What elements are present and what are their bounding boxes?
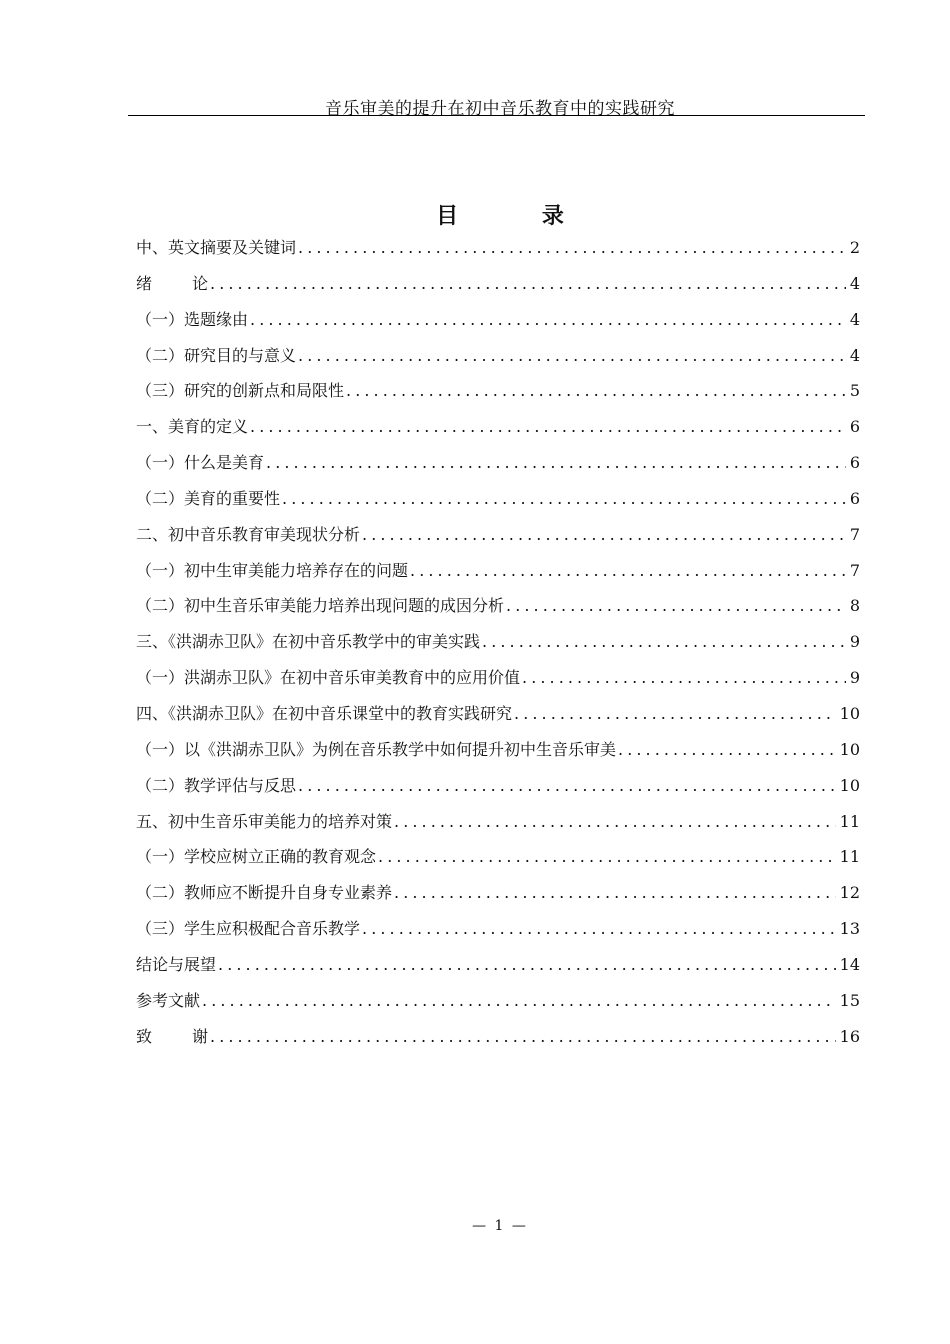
toc-leader-dots [360,517,846,553]
toc-entry-conclusion[interactable] [136,947,860,983]
toc-leader-dots [360,911,836,947]
toc-entry-page: 4 [849,273,860,293]
toc-entry-5-3[interactable] [136,911,860,947]
toc-entry-page: 13 [839,919,860,939]
toc-entry-label: 一、美育的定义 [136,417,249,437]
toc-leader-dots [264,445,846,481]
toc-entry-label-part: 论 [192,273,209,293]
toc-leader-dots [208,266,846,302]
toc-entry-page: 10 [839,739,860,759]
footer-page-number: — 1 — [472,1218,528,1234]
toc-entry-label: 五、初中生音乐审美能力的培养对策 [136,811,393,831]
toc-leader-dots [376,839,836,875]
toc-leader-dots [344,373,846,409]
toc-leader-dots [248,409,846,445]
toc-entry-page: 9 [849,668,860,688]
toc-leader-dots [248,302,846,338]
toc-entry-page: 10 [839,703,860,723]
toc-entry-label: （一）什么是美育 [136,453,265,473]
toc-entry-label: （一）学校应树立正确的教育观念 [136,847,377,867]
toc-entry-page: 8 [849,596,860,616]
toc-entry-page: 6 [849,488,860,508]
toc-leader-dots [296,768,836,804]
toc-entry-label-part: 谢 [192,1026,209,1046]
toc-leader-dots [392,804,836,840]
toc-entry-label-part: 绪 [136,273,193,293]
toc-heading: 目 录 [436,204,602,229]
toc-leader-dots [216,947,836,983]
toc-entry-chapter-2[interactable] [136,517,860,553]
toc-entry-label: （三）研究的创新点和局限性 [136,381,345,401]
toc-leader-dots [520,660,846,696]
toc-entry-label: 中、英文摘要及关键词 [136,238,297,257]
toc-entry-page: 16 [839,1026,860,1046]
toc-entry-label: （二）研究目的与意义 [136,345,297,365]
toc-entry-page: 15 [839,990,860,1010]
toc-entry-page: 9 [849,632,860,652]
toc-entry-page: 6 [849,453,860,473]
toc-leader-dots [296,230,846,266]
toc-entry-page: 4 [849,345,860,365]
toc-leader-dots [200,983,836,1019]
toc-entry-chapter-3[interactable] [136,624,860,660]
toc-entry-2-1[interactable] [136,553,860,589]
toc-leader-dots [512,696,836,732]
header-rule [128,115,865,116]
toc-entry-label: （一）以《洪湖赤卫队》为例在音乐教学中如何提升初中生音乐审美 [136,739,617,759]
toc-entry-page: 7 [849,524,860,544]
toc-leader-dots [408,553,846,589]
toc-entry-page: 14 [839,954,860,974]
toc-entry-page: 11 [839,811,860,831]
toc-entry-label: （一）初中生审美能力培养存在的问题 [136,560,409,580]
toc-entry-label: （二）教师应不断提升自身专业素养 [136,883,393,903]
toc-entry-chapter-1[interactable] [136,409,860,445]
toc-entry-1-1[interactable] [136,445,860,481]
toc-entry-3-1[interactable] [136,660,860,696]
toc-entry-chapter-4[interactable] [136,696,860,732]
toc-leader-dots [616,732,836,768]
toc-entry-page: 10 [839,775,860,795]
toc-entry-label: （三）学生应积极配合音乐教学 [136,919,361,939]
toc-entry-label: （一）选题缘由 [136,309,249,329]
toc-leader-dots [280,481,846,517]
toc-entry-label: （二）教学评估与反思 [136,775,297,795]
toc-entry-topic-origin[interactable] [136,302,860,338]
toc-entry-label: （二）初中生音乐审美能力培养出现问题的成因分析 [136,596,505,616]
toc-entry-4-2[interactable] [136,768,860,804]
toc-entry-page: 6 [849,417,860,437]
toc-entry-label: 结论与展望 [136,954,217,974]
running-header-title: 音乐审美的提升在初中音乐教育中的实践研究 [325,99,675,119]
toc-entry-page: 7 [849,560,860,580]
toc-entry-page: 11 [839,847,860,867]
toc-entry-4-1[interactable] [136,732,860,768]
toc-entry-label: （一）洪湖赤卫队》在初中音乐审美教育中的应用价值 [136,668,521,688]
toc-entry-label: 三、《洪湖赤卫队》在初中音乐教学中的审美实践 [136,632,481,652]
toc-list [136,230,860,1054]
toc-leader-dots [392,875,836,911]
toc-entry-innovation-limits[interactable] [136,373,860,409]
toc-entry-research-purpose[interactable] [136,338,860,374]
toc-entry-label-part: 致 [136,1026,193,1046]
toc-leader-dots [208,1019,836,1055]
toc-leader-dots [504,588,846,624]
toc-entry-label: 参考文献 [136,990,201,1010]
toc-entry-page: 4 [849,309,860,329]
toc-entry-page: 12 [839,883,860,903]
toc-entry-introduction[interactable] [136,266,860,302]
toc-entry-label: 二、初中音乐教育审美现状分析 [136,524,361,544]
toc-entry-chapter-5[interactable] [136,804,860,840]
toc-leader-dots [296,338,846,374]
toc-entry-2-2[interactable] [136,588,860,624]
toc-entry-5-1[interactable] [136,839,860,875]
toc-entry-page: 2 [849,238,860,257]
toc-entry-abstract[interactable] [136,230,860,266]
toc-entry-label: 四、《洪湖赤卫队》在初中音乐课堂中的教育实践研究 [136,703,513,723]
toc-entry-1-2[interactable] [136,481,860,517]
toc-entry-label: （二）美育的重要性 [136,488,281,508]
toc-entry-5-2[interactable] [136,875,860,911]
toc-entry-references[interactable] [136,983,860,1019]
toc-entry-page: 5 [849,381,860,401]
toc-entry-acknowledgements[interactable] [136,1019,860,1055]
toc-leader-dots [480,624,846,660]
